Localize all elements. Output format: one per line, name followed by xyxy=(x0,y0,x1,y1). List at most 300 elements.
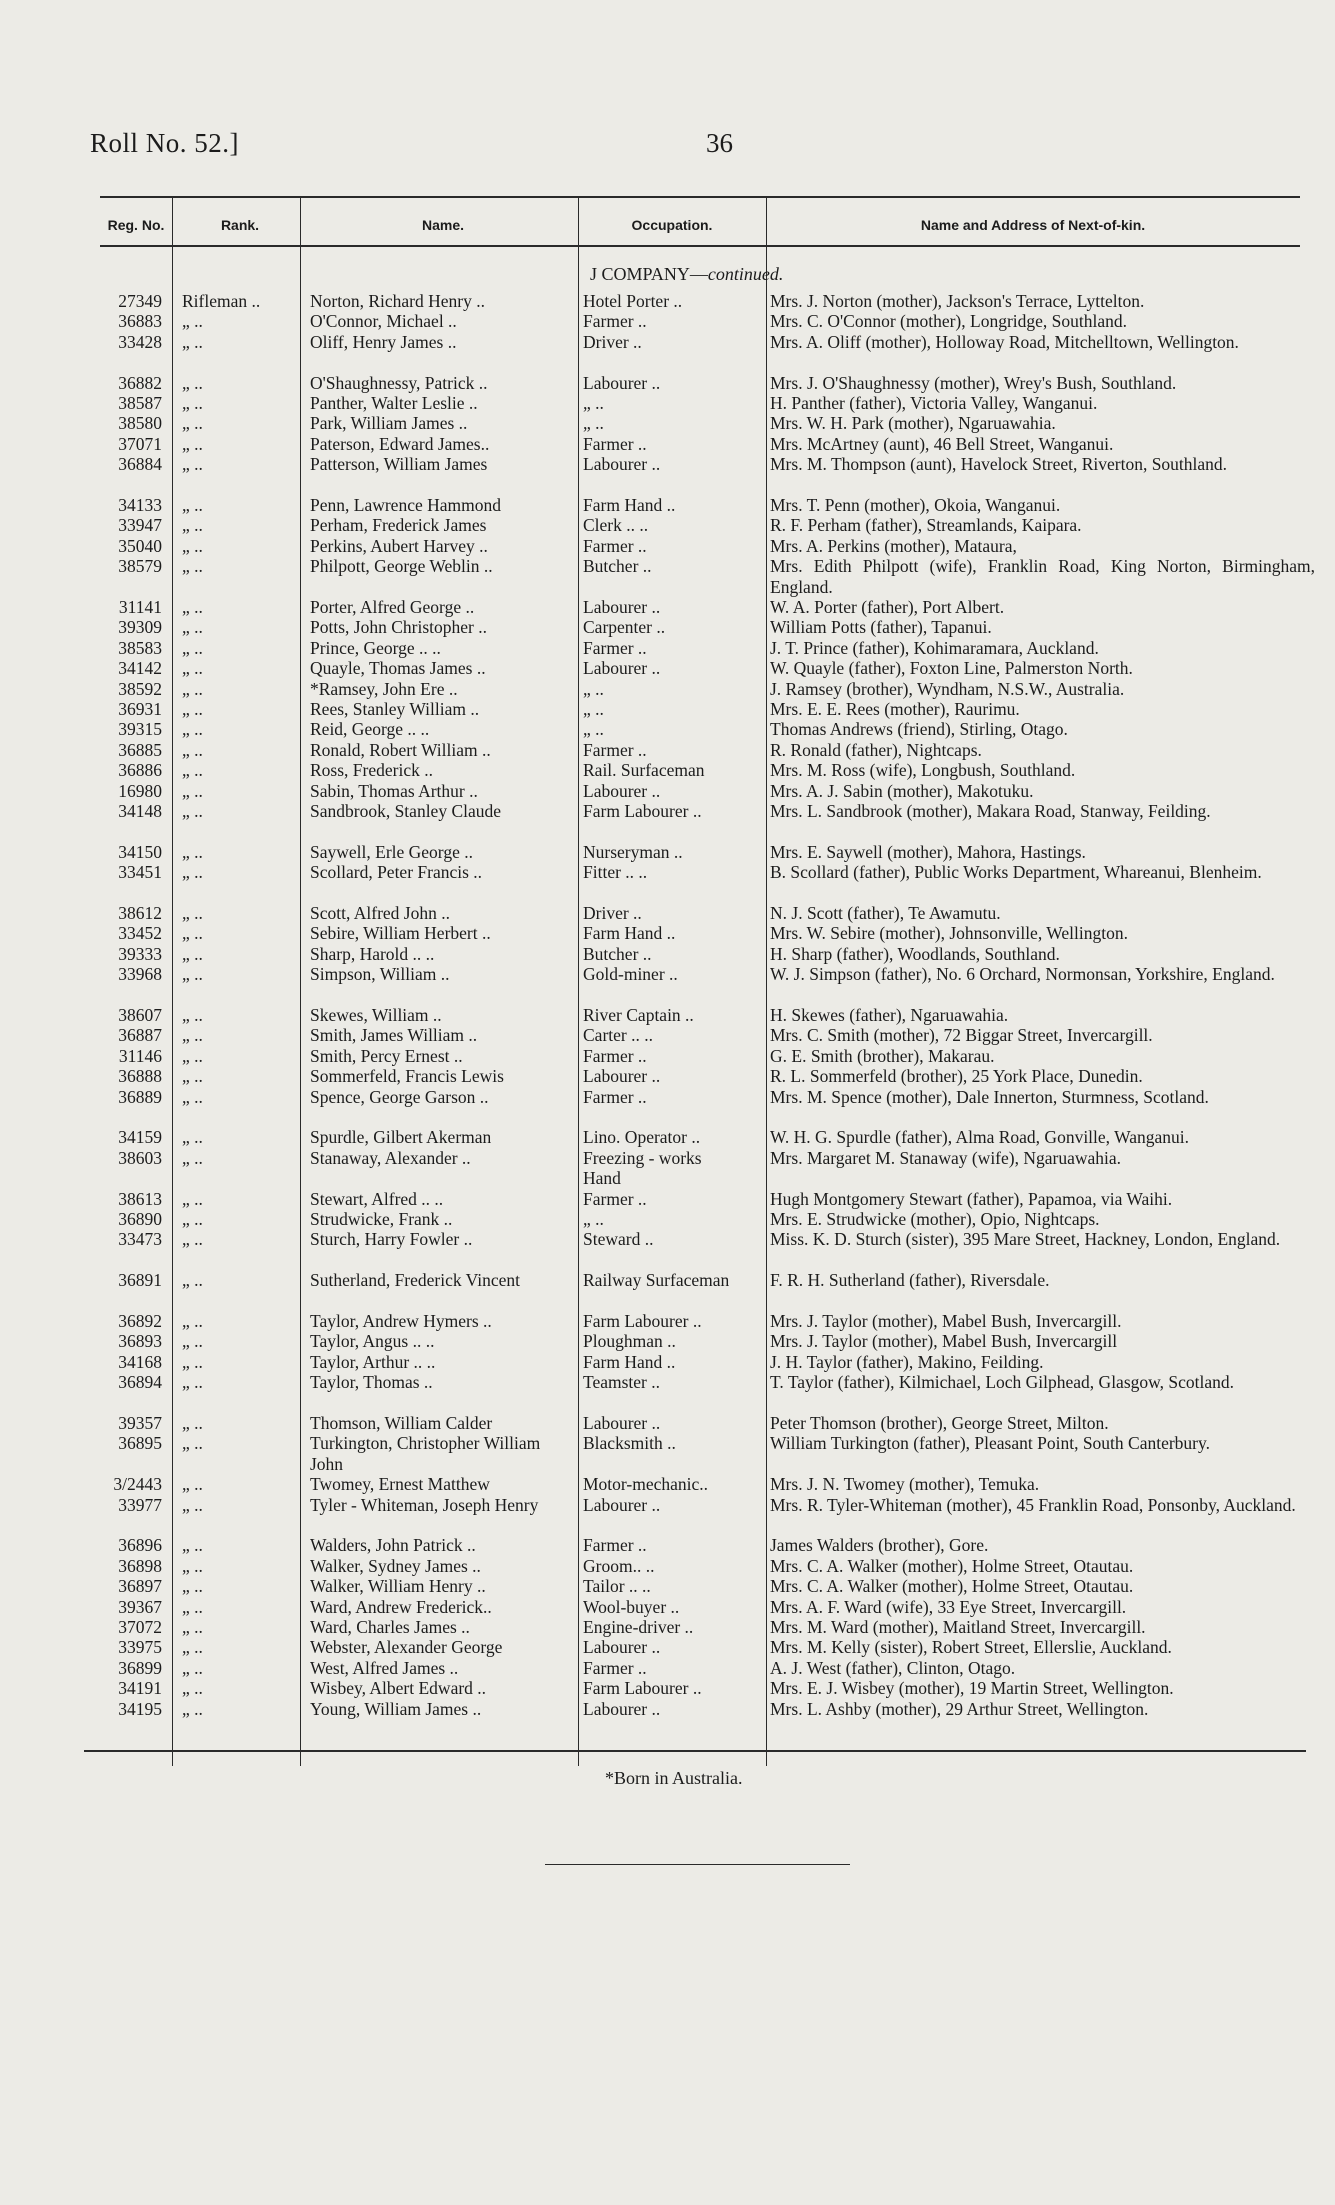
rank-cell: „ .. xyxy=(182,597,203,617)
occupation-cell: Farm Hand .. xyxy=(583,1351,676,1372)
rank-cell: „ .. xyxy=(182,1617,203,1637)
name-cell: Taylor, Angus .. .. xyxy=(310,1331,435,1352)
rank-cell: „ .. xyxy=(182,862,203,883)
name-cell: West, Alfred James .. xyxy=(310,1657,459,1678)
rank-cell: „ .. xyxy=(182,678,203,699)
next-of-kin-cell: Miss. K. D. Sturch (sister), 395 Mare Street, Hackney, London, England. xyxy=(770,1229,1281,1250)
name-cell: Sebire, William Herbert .. xyxy=(310,923,491,944)
name-cell: Taylor, Andrew Hymers .. xyxy=(310,1311,492,1331)
reg-no-cell: 33975 xyxy=(118,1637,162,1658)
name-cell: Prince, George .. .. xyxy=(310,637,441,658)
name-cell: Potts, John Christopher .. xyxy=(310,617,487,638)
occupation-cell: Steward .. xyxy=(583,1229,654,1250)
name-cell: Perham, Frederick James xyxy=(310,515,487,536)
name-cell: O'Connor, Michael .. xyxy=(310,311,457,332)
rank-cell: „ .. xyxy=(182,1147,203,1168)
rank-cell: „ .. xyxy=(182,1066,203,1087)
occupation-cell: Wool-buyer .. xyxy=(583,1596,680,1617)
rank-cell: „ .. xyxy=(182,903,203,923)
occupation-cell: Farm Labourer .. xyxy=(583,1678,702,1699)
next-of-kin-cell: R. F. Perham (father), Streamlands, Kaipara. xyxy=(770,515,1082,536)
rank-cell: „ .. xyxy=(182,943,203,964)
reg-no-cell: 38592 xyxy=(118,678,162,699)
next-of-kin-cell: Mrs. C. A. Walker (mother), Holme Street, Otautau. xyxy=(770,1576,1134,1597)
next-of-kin-cell: H. Sharp (father), Woodlands, Southland. xyxy=(770,943,1060,964)
rank-cell: „ .. xyxy=(182,1433,203,1454)
next-of-kin-cell: W. J. Simpson (father), No. 6 Orchard, Normonsan, Yorkshire, England. xyxy=(770,964,1275,985)
occupation-cell: Farmer .. xyxy=(583,535,647,556)
reg-no-cell: 38580 xyxy=(118,413,162,434)
name-cell: Quayle, Thomas James .. xyxy=(310,658,486,679)
next-of-kin-cell: Hugh Montgomery Stewart (father), Papamoa, via Waihi. xyxy=(770,1188,1173,1209)
occupation-cell: „ .. xyxy=(583,699,604,719)
rank-cell: „ .. xyxy=(182,495,203,515)
section-title: J COMPANY— xyxy=(590,264,708,284)
name-cell: Spurdle, Gilbert Akerman xyxy=(310,1127,492,1148)
name-cell: Walders, John Patrick .. xyxy=(310,1535,476,1556)
occupation-cell: Farmer .. xyxy=(583,1086,647,1107)
occupation-cell: „ .. xyxy=(583,678,604,699)
name-cell: Walker, William Henry .. xyxy=(310,1576,486,1597)
occupation-cell: Blacksmith .. xyxy=(583,1433,676,1454)
occupation-cell: Farm Hand .. xyxy=(583,923,676,944)
reg-no-cell: 38579 xyxy=(118,556,162,577)
reg-no-cell: 39357 xyxy=(118,1413,162,1433)
reg-no-cell: 33947 xyxy=(118,515,162,536)
rank-cell: „ .. xyxy=(182,1270,203,1291)
next-of-kin-cell: H. Skewes (father), Ngaruawahia. xyxy=(770,1005,1009,1025)
name-cell: Sharp, Harold .. .. xyxy=(310,943,435,964)
reg-no-cell: 3/2443 xyxy=(113,1474,162,1495)
roll-number: Roll No. 52.] xyxy=(90,128,240,158)
occupation-cell: Labourer .. xyxy=(583,780,661,801)
occupation-cell: Labourer .. xyxy=(583,1066,661,1087)
next-of-kin-cell: William Potts (father), Tapanui. xyxy=(770,617,992,638)
rank-cell: „ .. xyxy=(182,1637,203,1658)
next-of-kin-cell: G. E. Smith (brother), Makarau. xyxy=(770,1045,995,1066)
name-cell: Wisbey, Albert Edward .. xyxy=(310,1678,487,1699)
occupation-cell: Railway Surfaceman xyxy=(583,1270,730,1291)
next-of-kin-cell: J. Ramsey (brother), Wyndham, N.S.W., Australia. xyxy=(770,678,1125,699)
next-of-kin-cell: Mrs. Margaret M. Stanaway (wife), Ngaruawahia. xyxy=(770,1147,1122,1168)
occupation-cell: Farm Labourer .. xyxy=(583,1311,702,1331)
column-header-rank: Rank. xyxy=(220,217,260,233)
name-cell: Sutherland, Frederick Vincent xyxy=(310,1270,521,1291)
next-of-kin-cell: Mrs. T. Penn (mother), Okoia, Wanganui. xyxy=(770,495,1061,515)
rank-cell: „ .. xyxy=(182,719,203,740)
rank-cell: „ .. xyxy=(182,841,203,862)
reg-no-cell: 16980 xyxy=(118,780,162,801)
reg-no-cell: 38603 xyxy=(118,1147,162,1168)
name-cell: Ross, Frederick .. xyxy=(310,760,433,781)
next-of-kin-cell: Mrs. Edith Philpott (wife), Franklin Road, King Norton, Birmingham, England. xyxy=(770,556,1315,597)
occupation-cell: Motor-mechanic.. xyxy=(583,1474,709,1495)
occupation-cell: Labourer .. xyxy=(583,372,661,393)
occupation-cell: Labourer .. xyxy=(583,597,661,617)
rank-cell: „ .. xyxy=(182,393,203,413)
name-cell: Saywell, Erle George .. xyxy=(310,841,473,862)
name-cell: *Ramsey, John Ere .. xyxy=(310,678,458,699)
rank-cell: „ .. xyxy=(182,515,203,536)
next-of-kin-cell: R. L. Sommerfeld (brother), 25 York Place, Dunedin. xyxy=(770,1066,1143,1087)
name-cell: O'Shaughnessy, Patrick .. xyxy=(310,372,488,393)
occupation-cell: Butcher .. xyxy=(583,943,652,964)
name-cell: Oliff, Henry James .. xyxy=(310,331,457,352)
occupation-cell: Hotel Porter .. xyxy=(583,291,683,311)
reg-no-cell: 36886 xyxy=(118,760,162,781)
reg-no-cell: 33428 xyxy=(118,331,162,352)
next-of-kin-cell: W. H. G. Spurdle (father), Alma Road, Gonville, Wanganui. xyxy=(770,1127,1190,1148)
occupation-cell: Labourer .. xyxy=(583,454,661,475)
rank-cell: „ .. xyxy=(182,535,203,556)
reg-no-cell: 36931 xyxy=(118,699,162,719)
next-of-kin-cell: J. H. Taylor (father), Makino, Feilding. xyxy=(770,1351,1044,1372)
occupation-cell: Labourer .. xyxy=(583,1637,661,1658)
next-of-kin-cell: Mrs. J. O'Shaughnessy (mother), Wrey's Bush, Southland. xyxy=(770,372,1177,393)
name-cell: Twomey, Ernest Matthew xyxy=(310,1474,490,1495)
next-of-kin-cell: Thomas Andrews (friend), Stirling, Otago. xyxy=(770,719,1068,740)
name-cell: Skewes, William .. xyxy=(310,1005,442,1025)
name-cell: Young, William James .. xyxy=(310,1698,482,1719)
reg-no-cell: 36883 xyxy=(118,311,162,332)
reg-no-cell: 39333 xyxy=(118,943,162,964)
occupation-cell: Labourer .. xyxy=(583,1494,661,1515)
next-of-kin-cell: T. Taylor (father), Kilmichael, Loch Gilphead, Glasgow, Scotland. xyxy=(770,1372,1235,1393)
rank-cell: „ .. xyxy=(182,1025,203,1046)
rank-cell: „ .. xyxy=(182,780,203,801)
section-suffix: continued. xyxy=(707,264,784,284)
occupation-cell: River Captain .. xyxy=(583,1005,694,1025)
occupation-cell: Farmer .. xyxy=(583,1045,647,1066)
rank-cell: „ .. xyxy=(182,454,203,475)
rank-cell: „ .. xyxy=(182,1188,203,1209)
name-cell: Simpson, William .. xyxy=(310,964,450,985)
next-of-kin-cell: F. R. H. Sutherland (father), Riversdale. xyxy=(770,1270,1050,1291)
occupation-cell: Labourer .. xyxy=(583,658,661,679)
column-header-reg-no: Reg. No. xyxy=(107,217,165,233)
reg-no-cell: 33977 xyxy=(118,1494,162,1515)
occupation-cell: Freezing - works Hand xyxy=(583,1147,702,1189)
name-cell: Stewart, Alfred .. .. xyxy=(310,1188,444,1209)
rank-cell: „ .. xyxy=(182,801,203,821)
name-cell: Webster, Alexander George xyxy=(310,1637,503,1658)
next-of-kin-cell: James Walders (brother), Gore. xyxy=(770,1535,989,1556)
next-of-kin-cell: Mrs. McArtney (aunt), 46 Bell Street, Wanganui. xyxy=(770,433,1114,454)
reg-no-cell: 38607 xyxy=(118,1005,162,1025)
rank-cell: „ .. xyxy=(182,1474,203,1495)
occupation-cell: Farmer .. xyxy=(583,1535,647,1556)
reg-no-cell: 39315 xyxy=(118,719,162,740)
name-cell: Taylor, Arthur .. .. xyxy=(310,1351,436,1372)
next-of-kin-cell: Mrs. M. Spence (mother), Dale Innerton, Sturmness, Scotland. xyxy=(770,1086,1209,1107)
next-of-kin-cell: Mrs. A. Perkins (mother), Mataura, xyxy=(770,535,1017,556)
reg-no-cell: 34168 xyxy=(118,1351,162,1372)
occupation-cell: Farmer .. xyxy=(583,311,647,332)
rank-cell: Rifleman .. xyxy=(182,291,261,311)
rank-cell: „ .. xyxy=(182,1596,203,1617)
reg-no-cell: 33452 xyxy=(118,923,162,944)
rank-cell: „ .. xyxy=(182,1678,203,1699)
next-of-kin-cell: Mrs. R. Tyler-Whiteman (mother), 45 Franklin Road, Ponsonby, Auckland. xyxy=(770,1494,1296,1515)
page-number: 36 xyxy=(706,128,733,158)
rank-cell: „ .. xyxy=(182,1413,203,1433)
next-of-kin-cell: A. J. West (father), Clinton, Otago. xyxy=(770,1657,1016,1678)
reg-no-cell: 38612 xyxy=(118,903,162,923)
next-of-kin-cell: B. Scollard (father), Public Works Department, Whareanui, Blenheim. xyxy=(770,862,1262,883)
column-divider xyxy=(766,196,767,1766)
occupation-cell: Farmer .. xyxy=(583,739,647,760)
rank-cell: „ .. xyxy=(182,1494,203,1515)
column-header-next-of-kin: Name and Address of Next-of-kin. xyxy=(920,217,1146,233)
occupation-cell: „ .. xyxy=(583,413,604,434)
occupation-cell: Farmer .. xyxy=(583,1188,647,1209)
next-of-kin-cell: Mrs. L. Ashby (mother), 29 Arthur Street, Wellington. xyxy=(770,1698,1149,1719)
occupation-cell: Engine-driver .. xyxy=(583,1617,694,1637)
rank-cell: „ .. xyxy=(182,556,203,577)
reg-no-cell: 35040 xyxy=(118,535,162,556)
reg-no-cell: 36892 xyxy=(118,1311,162,1331)
reg-no-cell: 34148 xyxy=(118,801,162,821)
reg-no-cell: 34142 xyxy=(118,658,162,679)
reg-no-cell: 34133 xyxy=(118,495,162,515)
next-of-kin-cell: Mrs. A. F. Ward (wife), 33 Eye Street, Invercargill. xyxy=(770,1596,1127,1617)
rank-cell: „ .. xyxy=(182,1086,203,1107)
name-cell: Ward, Charles James .. xyxy=(310,1617,470,1637)
rank-cell: „ .. xyxy=(182,658,203,679)
rank-cell: „ .. xyxy=(182,1535,203,1556)
name-cell: Thomson, William Calder xyxy=(310,1413,493,1433)
name-cell: Ronald, Robert William .. xyxy=(310,739,491,760)
name-cell: Rees, Stanley William .. xyxy=(310,699,480,719)
reg-no-cell: 36887 xyxy=(118,1025,162,1046)
reg-no-cell: 36885 xyxy=(118,739,162,760)
rank-cell: „ .. xyxy=(182,760,203,781)
name-cell: Panther, Walter Leslie .. xyxy=(310,393,478,413)
rank-cell: „ .. xyxy=(182,413,203,434)
next-of-kin-cell: Mrs. C. A. Walker (mother), Holme Street, Otautau. xyxy=(770,1555,1134,1576)
name-cell: Paterson, Edward James.. xyxy=(310,433,490,454)
end-rule xyxy=(545,1864,850,1865)
occupation-cell: Farmer .. xyxy=(583,637,647,658)
name-cell: Sabin, Thomas Arthur .. xyxy=(310,780,478,801)
rank-cell: „ .. xyxy=(182,1045,203,1066)
reg-no-cell: 36894 xyxy=(118,1372,162,1393)
rank-cell: „ .. xyxy=(182,1698,203,1719)
next-of-kin-cell: N. J. Scott (father), Te Awamutu. xyxy=(770,903,1001,923)
reg-no-cell: 37071 xyxy=(118,433,162,454)
rank-cell: „ .. xyxy=(182,1229,203,1250)
rank-cell: „ .. xyxy=(182,311,203,332)
reg-no-cell: 31146 xyxy=(118,1045,162,1066)
reg-no-cell: 31141 xyxy=(118,597,162,617)
next-of-kin-cell: Mrs. C. O'Connor (mother), Longridge, Southland. xyxy=(770,311,1128,332)
rank-cell: „ .. xyxy=(182,1331,203,1352)
occupation-cell: Labourer .. xyxy=(583,1698,661,1719)
name-cell: Sommerfeld, Francis Lewis xyxy=(310,1066,504,1087)
occupation-cell: Driver .. xyxy=(583,903,642,923)
occupation-cell: Groom.. .. xyxy=(583,1555,655,1576)
rank-cell: „ .. xyxy=(182,637,203,658)
next-of-kin-cell: Mrs. C. Smith (mother), 72 Biggar Street, Invercargill. xyxy=(770,1025,1153,1046)
reg-no-cell: 36895 xyxy=(118,1433,162,1454)
reg-no-cell: 37072 xyxy=(118,1617,162,1637)
occupation-cell: „ .. xyxy=(583,393,604,413)
reg-no-cell: 34191 xyxy=(118,1678,162,1699)
next-of-kin-cell: R. Ronald (father), Nightcaps. xyxy=(770,739,982,760)
name-cell: Patterson, William James xyxy=(310,454,488,475)
occupation-cell: Tailor .. .. xyxy=(583,1576,651,1597)
reg-no-cell: 36899 xyxy=(118,1657,162,1678)
name-cell: Norton, Richard Henry .. xyxy=(310,291,485,311)
name-cell: Philpott, George Weblin .. xyxy=(310,556,493,577)
column-header-occupation: Occupation. xyxy=(631,217,713,233)
name-cell: Scott, Alfred John .. xyxy=(310,903,450,923)
next-of-kin-cell: Mrs. J. N. Twomey (mother), Temuka. xyxy=(770,1474,1040,1495)
occupation-cell: Fitter .. .. xyxy=(583,862,648,883)
next-of-kin-cell: William Turkington (father), Pleasant Point, South Canterbury. xyxy=(770,1433,1210,1454)
rank-cell: „ .. xyxy=(182,372,203,393)
name-cell: Porter, Alfred George .. xyxy=(310,597,475,617)
rank-cell: „ .. xyxy=(182,331,203,352)
column-divider xyxy=(172,196,173,1766)
reg-no-cell: 34150 xyxy=(118,841,162,862)
reg-no-cell: 36888 xyxy=(118,1066,162,1087)
rank-cell: „ .. xyxy=(182,617,203,638)
name-cell: Taylor, Thomas .. xyxy=(310,1372,433,1393)
occupation-cell: Farmer .. xyxy=(583,433,647,454)
next-of-kin-cell: Mrs. E. J. Wisbey (mother), 19 Martin Street, Wellington. xyxy=(770,1678,1174,1699)
header-bottom-rule xyxy=(100,245,1300,247)
reg-no-cell: 33968 xyxy=(118,964,162,985)
occupation-cell: „ .. xyxy=(583,1209,604,1229)
name-cell: Scollard, Peter Francis .. xyxy=(310,862,483,883)
name-cell: Walker, Sydney James .. xyxy=(310,1555,481,1576)
name-cell: Spence, George Garson .. xyxy=(310,1086,489,1107)
reg-no-cell: 36893 xyxy=(118,1331,162,1352)
rank-cell: „ .. xyxy=(182,1351,203,1372)
occupation-cell: Farm Hand .. xyxy=(583,495,676,515)
rank-cell: „ .. xyxy=(182,1555,203,1576)
occupation-cell: Teamster .. xyxy=(583,1372,661,1393)
reg-no-cell: 33451 xyxy=(118,862,162,883)
name-cell: Sandbrook, Stanley Claude xyxy=(310,801,502,821)
footnote: *Born in Australia. xyxy=(605,1768,743,1788)
name-cell: Penn, Lawrence Hammond xyxy=(310,495,501,515)
next-of-kin-cell: Mrs. W. Sebire (mother), Johnsonville, Wellington. xyxy=(770,923,1128,944)
name-cell: Turkington, Christopher William John xyxy=(310,1433,541,1474)
rank-cell: „ .. xyxy=(182,1005,203,1025)
next-of-kin-cell: Mrs. M. Ross (wife), Longbush, Southland. xyxy=(770,760,1076,781)
name-cell: Reid, George .. .. xyxy=(310,719,430,740)
name-cell: Perkins, Aubert Harvey .. xyxy=(310,535,488,556)
next-of-kin-cell: Mrs. J. Norton (mother), Jackson's Terrace, Lyttelton. xyxy=(770,291,1145,311)
name-cell: Park, William James .. xyxy=(310,413,468,434)
occupation-cell: Rail. Surfaceman xyxy=(583,760,705,781)
table-bottom-rule xyxy=(84,1750,1306,1752)
rank-cell: „ .. xyxy=(182,964,203,985)
reg-no-cell: 36897 xyxy=(118,1576,162,1597)
next-of-kin-cell: Peter Thomson (brother), George Street, Milton. xyxy=(770,1413,1109,1433)
next-of-kin-cell: Mrs. M. Thompson (aunt), Havelock Street, Riverton, Southland. xyxy=(770,454,1228,475)
reg-no-cell: 36884 xyxy=(118,454,162,475)
reg-no-cell: 36898 xyxy=(118,1555,162,1576)
occupation-cell: Ploughman .. xyxy=(583,1331,676,1352)
reg-no-cell: 36891 xyxy=(118,1270,162,1291)
occupation-cell: Farmer .. xyxy=(583,1657,647,1678)
next-of-kin-cell: Mrs. E. E. Rees (mother), Raurimu. xyxy=(770,699,1020,719)
reg-no-cell: 38613 xyxy=(118,1188,162,1209)
rank-cell: „ .. xyxy=(182,1576,203,1597)
reg-no-cell: 34159 xyxy=(118,1127,162,1148)
reg-no-cell: 39309 xyxy=(118,617,162,638)
rank-cell: „ .. xyxy=(182,1372,203,1393)
occupation-cell: Driver .. xyxy=(583,331,642,352)
occupation-cell: Gold-miner .. xyxy=(583,964,678,985)
occupation-cell: Clerk .. .. xyxy=(583,515,649,536)
next-of-kin-cell: Mrs. M. Ward (mother), Maitland Street, Invercargill. xyxy=(770,1617,1146,1637)
occupation-cell: Lino. Operator .. xyxy=(583,1127,701,1148)
name-cell: Stanaway, Alexander .. xyxy=(310,1147,471,1168)
name-cell: Sturch, Harry Fowler .. xyxy=(310,1229,473,1250)
column-header-name: Name. xyxy=(421,217,465,233)
reg-no-cell: 39367 xyxy=(118,1596,162,1617)
next-of-kin-cell: Mrs. L. Sandbrook (mother), Makara Road, Stanway, Feilding. xyxy=(770,801,1211,821)
reg-no-cell: 36896 xyxy=(118,1535,162,1556)
next-of-kin-cell: Mrs. M. Kelly (sister), Robert Street, Ellerslie, Auckland. xyxy=(770,1637,1172,1658)
reg-no-cell: 36890 xyxy=(118,1209,162,1229)
rank-cell: „ .. xyxy=(182,1127,203,1148)
occupation-cell: Farm Labourer .. xyxy=(583,801,702,821)
column-divider xyxy=(578,196,579,1766)
occupation-cell: Labourer .. xyxy=(583,1413,661,1433)
reg-no-cell: 36889 xyxy=(118,1086,162,1107)
rank-cell: „ .. xyxy=(182,1209,203,1229)
rank-cell: „ .. xyxy=(182,923,203,944)
next-of-kin-cell: W. A. Porter (father), Port Albert. xyxy=(770,597,1005,617)
reg-no-cell: 34195 xyxy=(118,1698,162,1719)
occupation-cell: „ .. xyxy=(583,719,604,740)
next-of-kin-cell: Mrs. J. Taylor (mother), Mabel Bush, Invercargill. xyxy=(770,1311,1122,1331)
occupation-cell: Nurseryman .. xyxy=(583,841,683,862)
name-cell: Smith, Percy Ernest .. xyxy=(310,1045,463,1066)
next-of-kin-cell: J. T. Prince (father), Kohimaramara, Auckland. xyxy=(770,637,1099,658)
reg-no-cell: 33473 xyxy=(118,1229,162,1250)
rank-cell: „ .. xyxy=(182,433,203,454)
next-of-kin-cell: Mrs. J. Taylor (mother), Mabel Bush, Invercargill xyxy=(770,1331,1118,1352)
next-of-kin-cell: Mrs. E. Strudwicke (mother), Opio, Nightcaps. xyxy=(770,1209,1100,1229)
next-of-kin-cell: Mrs. W. H. Park (mother), Ngaruawahia. xyxy=(770,413,1056,434)
next-of-kin-cell: Mrs. A. J. Sabin (mother), Makotuku. xyxy=(770,780,1034,801)
next-of-kin-cell: Mrs. A. Oliff (mother), Holloway Road, Mitchelltown, Wellington. xyxy=(770,331,1239,352)
header-top-rule xyxy=(100,196,1300,198)
rank-cell: „ .. xyxy=(182,739,203,760)
next-of-kin-cell: Mrs. E. Saywell (mother), Mahora, Hastings. xyxy=(770,841,1086,862)
reg-no-cell: 38583 xyxy=(118,637,162,658)
reg-no-cell: 38587 xyxy=(118,393,162,413)
name-cell: Ward, Andrew Frederick.. xyxy=(310,1596,492,1617)
rank-cell: „ .. xyxy=(182,1657,203,1678)
rank-cell: „ .. xyxy=(182,1311,203,1331)
occupation-cell: Carter .. .. xyxy=(583,1025,653,1046)
next-of-kin-cell: H. Panther (father), Victoria Valley, Wanganui. xyxy=(770,393,1098,413)
reg-no-cell: 36882 xyxy=(118,372,162,393)
next-of-kin-cell: W. Quayle (father), Foxton Line, Palmerston North. xyxy=(770,658,1133,679)
section-heading xyxy=(590,264,783,285)
name-cell: Strudwicke, Frank .. xyxy=(310,1209,453,1229)
name-cell: Tyler - Whiteman, Joseph Henry xyxy=(310,1494,539,1515)
name-cell: Smith, James William .. xyxy=(310,1025,478,1046)
occupation-cell: Butcher .. xyxy=(583,556,652,577)
